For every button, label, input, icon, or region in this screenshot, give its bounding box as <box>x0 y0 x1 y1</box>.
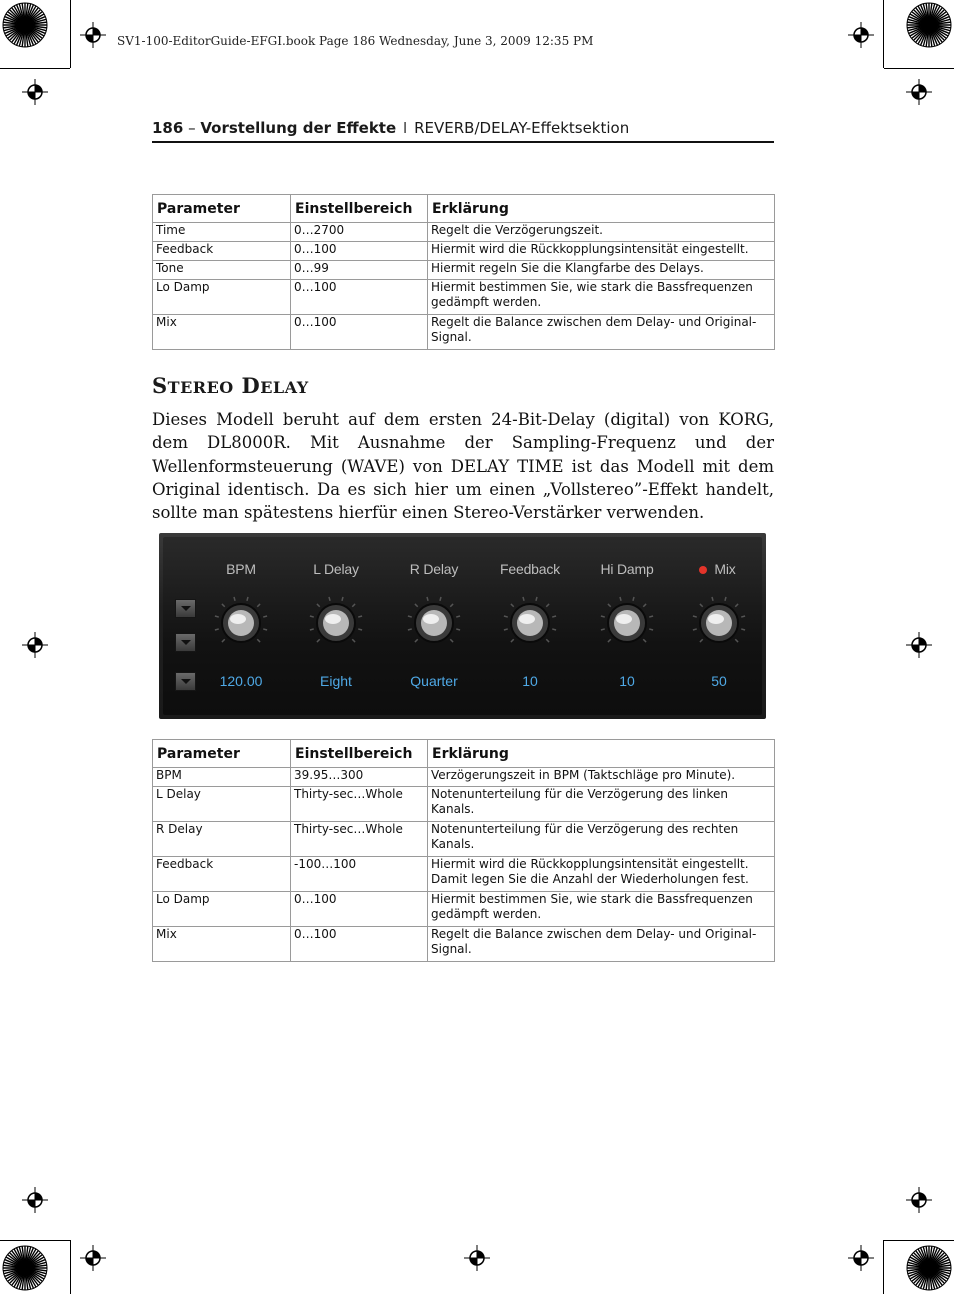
table-row <box>153 927 775 962</box>
knob-value: 50 <box>711 673 727 689</box>
rotary-knob[interactable] <box>501 594 559 652</box>
cell-range: -100…100 <box>291 857 428 892</box>
section-title <box>152 373 309 398</box>
rotary-knob[interactable] <box>598 594 656 652</box>
header-range: Einstellbereich <box>291 195 428 223</box>
chapter-title: Vorstellung der Effekte <box>200 119 397 137</box>
header-range: Einstellbereich <box>291 740 428 768</box>
table-header-row <box>153 740 775 768</box>
registration-mark-icon <box>80 1245 106 1271</box>
cell-range: 0…100 <box>291 242 428 261</box>
knob-label: BPM <box>226 561 256 577</box>
section-body: Dieses Modell beruht auf dem ersten 24-Bit-Delay (digital) von KORG, dem DL8000R. Mit Ausnahme der Sampling-Frequenz und der Wellenformsteuerung (WAVE) von DELAY TIME ist das Modell mit dem Original identisch. Da es sich hier um einen „Vollstereo”-Effekt handelt, sollte man spätestens hierfür einen Stereo-Verstärker verwenden. <box>152 410 774 523</box>
registration-mark-icon <box>80 22 106 48</box>
registration-mark-icon <box>22 1187 48 1213</box>
registration-mark-icon <box>22 632 48 658</box>
cell-parameter: Feedback <box>153 242 291 261</box>
cell-parameter: R Delay <box>153 822 291 857</box>
table-row <box>153 261 775 280</box>
cell-parameter: L Delay <box>153 787 291 822</box>
registration-mark-icon <box>906 1187 932 1213</box>
table-row <box>153 768 775 787</box>
cell-description: Hiermit wird die Rückkopplungsintensität eingestellt. Damit legen Sie die Anzahl der Wiederholungen fest. <box>428 857 775 892</box>
cell-parameter: Mix <box>153 927 291 962</box>
knob-label: R Delay <box>409 561 459 577</box>
table-row <box>153 280 775 315</box>
cell-range: 0…99 <box>291 261 428 280</box>
knob-label: Feedback <box>500 561 560 577</box>
cell-range: Thirty-sec…Whole <box>291 822 428 857</box>
table-row <box>153 223 775 242</box>
knob-value: Eight <box>320 673 352 689</box>
registration-mark-icon <box>906 632 932 658</box>
star-target-icon <box>2 2 48 48</box>
cell-parameter: Feedback <box>153 857 291 892</box>
cell-range: 0…2700 <box>291 223 428 242</box>
table-row <box>153 787 775 822</box>
table-row <box>153 857 775 892</box>
title-initial: D <box>241 373 261 398</box>
cell-parameter: Lo Damp <box>153 892 291 927</box>
print-slug: SV1-100-EditorGuide-EFGI.book Page 186 Wednesday, June 3, 2009 12:35 PM <box>117 34 594 48</box>
section-name: REVERB/DELAY-Effektsektion <box>414 119 630 137</box>
star-target-icon <box>906 1245 952 1291</box>
knob-label: Mix <box>714 561 736 577</box>
cell-parameter: Time <box>153 223 291 242</box>
registration-mark-icon <box>906 79 932 105</box>
registration-mark-icon <box>848 22 874 48</box>
header-parameter: Parameter <box>153 740 291 768</box>
cell-range: 39.95…300 <box>291 768 428 787</box>
star-target-icon <box>2 1245 48 1291</box>
cell-range: 0…100 <box>291 927 428 962</box>
dropdown-button[interactable] <box>175 633 196 652</box>
cell-description: Hiermit bestimmen Sie, wie stark die Bassfrequenzen gedämpft werden. <box>428 280 775 315</box>
cell-description: Hiermit bestimmen Sie, wie stark die Bassfrequenzen gedämpft werden. <box>428 892 775 927</box>
rotary-knob[interactable] <box>307 594 365 652</box>
title-smallcaps: ELAY <box>260 378 309 397</box>
knob-value: 120.00 <box>219 673 263 689</box>
running-head <box>152 119 774 143</box>
title-initial: S <box>152 373 168 398</box>
running-head-dash: – <box>183 119 201 137</box>
knob-label: Hi Damp <box>600 561 654 577</box>
cell-range: Thirty-sec…Whole <box>291 787 428 822</box>
parameter-table-2 <box>152 739 775 962</box>
knob-value: 10 <box>522 673 538 689</box>
page-number: 186 <box>152 119 184 137</box>
cell-description: Notenunterteilung für die Verzögerung des rechten Kanals. <box>428 822 775 857</box>
registration-mark-icon <box>848 1245 874 1271</box>
cell-parameter: Tone <box>153 261 291 280</box>
knob-value: Quarter <box>410 673 458 689</box>
rotary-knob[interactable] <box>212 594 270 652</box>
parameter-table-1 <box>152 194 775 350</box>
cell-description: Regelt die Verzögerungszeit. <box>428 223 775 242</box>
cell-description: Hiermit wird die Rückkopplungsintensität eingestellt. <box>428 242 775 261</box>
cell-description: Regelt die Balance zwischen dem Delay- und Original-Signal. <box>428 315 775 350</box>
table-header-row <box>153 195 775 223</box>
header-description: Erklärung <box>428 740 775 768</box>
running-head-separator: I <box>398 119 413 137</box>
cell-range: 0…100 <box>291 315 428 350</box>
rotary-knob[interactable] <box>690 594 748 652</box>
cell-parameter: BPM <box>153 768 291 787</box>
cell-parameter: Mix <box>153 315 291 350</box>
dropdown-button[interactable] <box>175 599 196 618</box>
registration-mark-icon <box>22 79 48 105</box>
header-description: Erklärung <box>428 195 775 223</box>
cell-description: Regelt die Balance zwischen dem Delay- und Original-Signal. <box>428 927 775 962</box>
cell-description: Hiermit regeln Sie die Klangfarbe des Delays. <box>428 261 775 280</box>
knob-value: 10 <box>619 673 635 689</box>
cell-range: 0…100 <box>291 280 428 315</box>
registration-mark-icon <box>464 1245 490 1271</box>
title-smallcaps: TEREO <box>167 378 234 397</box>
knob-label: L Delay <box>313 561 359 577</box>
cell-description: Verzögerungszeit in BPM (Taktschläge pro Minute). <box>428 768 775 787</box>
rotary-knob[interactable] <box>405 594 463 652</box>
cell-parameter: Lo Damp <box>153 280 291 315</box>
cell-description: Notenunterteilung für die Verzögerung des linken Kanals. <box>428 787 775 822</box>
star-target-icon <box>906 2 952 48</box>
table-row <box>153 242 775 261</box>
panel-surface <box>163 537 762 715</box>
table-row <box>153 892 775 927</box>
table-row <box>153 822 775 857</box>
header-parameter: Parameter <box>153 195 291 223</box>
cell-range: 0…100 <box>291 892 428 927</box>
table-row <box>153 315 775 350</box>
stereo-delay-panel <box>159 533 766 719</box>
